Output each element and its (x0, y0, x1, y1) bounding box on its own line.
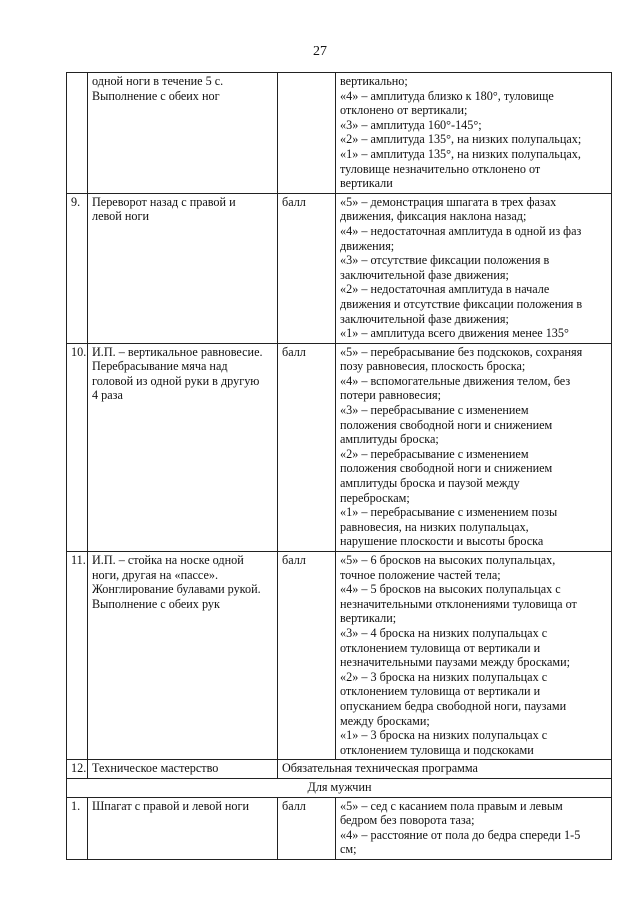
exercise-name-line: Перебрасывание мяча над (92, 359, 228, 374)
criteria-line: «4» – амплитуда близко к 180°, туловище (340, 88, 554, 103)
criteria-line: «5» – 6 бросков на высоких полупальцах, (340, 553, 556, 567)
criteria-line: позу равновесия, плоскость броска; (340, 359, 526, 374)
exercise-name-line: Выполнение с обеих рук (92, 596, 220, 611)
criteria-line: положения свободной ноги и снижением (340, 417, 553, 432)
table-row (67, 760, 612, 779)
criteria-line: между бросками; (340, 713, 430, 728)
row-number (67, 73, 88, 194)
row-number: 10. (67, 343, 88, 551)
exercise-name-line: ноги, другая на «пассе». (92, 567, 219, 582)
exercise-name (88, 343, 278, 551)
criteria-line: переброскам; (340, 490, 410, 505)
criteria-line: заключительной фазе движения; (340, 311, 509, 326)
criteria-line: «5» – сед с касанием пола правым и левым (340, 798, 563, 813)
criteria (336, 193, 612, 343)
criteria-line: отклонением туловища и подскоками (340, 742, 534, 757)
criteria (336, 552, 612, 760)
exercise-name-line: И.П. – стойка на носке одной (92, 553, 244, 567)
criteria-line: «5» – демонстрация шпагата в трех фазах (340, 194, 557, 209)
criteria-line: положения свободной ноги и снижением (340, 461, 553, 476)
row-number: 12. (67, 760, 88, 779)
unit: балл (278, 343, 336, 551)
page-number: 27 (313, 44, 327, 59)
criteria-line: «4» – расстояние от пола до бедра спереди 1-5 (340, 827, 581, 842)
criteria (336, 73, 612, 194)
criteria-line: «4» – вспомогательные движения телом, без (340, 373, 571, 388)
criteria-line: вертикали; (340, 611, 397, 626)
exercise-name (88, 193, 278, 343)
unit: балл (278, 552, 336, 760)
criteria-line: движения, фиксация наклона назад; (340, 209, 527, 224)
criteria-line: «3» – амплитуда 160°-145°; (340, 117, 482, 132)
exercise-name (88, 552, 278, 760)
table-row (67, 193, 612, 343)
row-number: 1. (67, 797, 88, 859)
exercise-name: Техническое мастерство (88, 760, 278, 779)
exercise-name-line: Переворот назад с правой и (92, 194, 236, 209)
section-row (67, 778, 612, 797)
criteria-line: отклонено от вертикали; (340, 103, 468, 118)
criteria-line: «2» – перебрасывание с изменением (340, 446, 529, 461)
section-header: Для мужчин (67, 778, 612, 797)
criteria-line: точное положение частей тела; (340, 567, 501, 582)
exercise-name (88, 73, 278, 194)
exercise-name-line: И.П. – вертикальное равновесие. (92, 344, 263, 359)
exercise-name-line: головой из одной руки в другую (92, 373, 260, 388)
criteria-line: «2» – амплитуда 135°, на низких полупальцах; (340, 132, 582, 147)
criteria-line: «4» – недостаточная амплитуда в одной из фаз (340, 223, 582, 238)
criteria-line: нарушение плоскости и высоты броска (340, 534, 544, 549)
criteria-line: равновесия, на низких полупальцах, (340, 519, 529, 534)
criteria-line: туловище незначительно отклонено от (340, 161, 541, 176)
table-row (67, 797, 612, 859)
exercise-name-line: одной ноги в течение 5 с. (92, 74, 224, 88)
criteria (336, 797, 612, 859)
table-row (67, 73, 612, 194)
program-name: Обязательная техническая программа (278, 760, 612, 779)
row-number: 9. (67, 193, 88, 343)
criteria-line: «5» – перебрасывание без подскоков, сохраняя (340, 344, 583, 359)
unit: балл (278, 797, 336, 859)
criteria-line: незначительными паузами между бросками; (340, 655, 571, 670)
standards-table (66, 72, 612, 860)
criteria-line: отклонением туловища от вертикали и (340, 684, 541, 699)
criteria-line: «1» – амплитуда всего движения менее 135° (340, 326, 569, 341)
criteria-line: «2» – 3 броска на низких полупальцах с (340, 669, 548, 684)
criteria-line: «3» – перебрасывание с изменением (340, 403, 529, 418)
criteria-line: вертикали (340, 176, 393, 191)
unit: балл (278, 193, 336, 343)
exercise-name-line: Жонглирование булавами рукой. (92, 582, 261, 597)
criteria-line: «4» – 5 бросков на высоких полупальцах с (340, 582, 561, 597)
criteria-line: см; (340, 842, 357, 857)
criteria-line: «1» – амплитуда 135°, на низких полупальцах, (340, 146, 581, 161)
criteria-line: амплитуды броска; (340, 432, 439, 447)
criteria-line: «1» – 3 броска на низких полупальцах с (340, 728, 548, 743)
criteria-line: «3» – отсутствие фиксации положения в (340, 253, 550, 268)
exercise-name-line: левой ноги (92, 209, 149, 224)
table-row (67, 343, 612, 551)
criteria-line: отклонением туловища от вертикали и (340, 640, 541, 655)
criteria-line: бедром без поворота таза; (340, 813, 475, 828)
exercise-name-line: Выполнение с обеих ног (92, 88, 220, 103)
criteria-line: опусканием бедра свободной ноги, паузами (340, 698, 567, 713)
criteria-line: амплитуды броска и паузой между (340, 476, 520, 491)
exercise-name: Шпагат с правой и левой ноги (88, 797, 278, 859)
criteria (336, 343, 612, 551)
criteria-line: заключительной фазе движения; (340, 267, 509, 282)
criteria-line: вертикально; (340, 74, 408, 88)
criteria-line: «2» – недостаточная амплитуда в начале (340, 282, 550, 297)
criteria-line: потери равновесия; (340, 388, 442, 403)
criteria-line: движения; (340, 238, 395, 253)
criteria-line: «3» – 4 броска на низких полупальцах с (340, 625, 548, 640)
criteria-line: «1» – перебрасывание с изменением позы (340, 505, 558, 520)
row-number: 11. (67, 552, 88, 760)
table-row (67, 552, 612, 760)
criteria-line: движения и отсутствие фиксации положения в (340, 296, 583, 311)
criteria-line: незначительными отклонениями туловища от (340, 596, 577, 611)
exercise-name-line: 4 раза (92, 388, 123, 403)
unit (278, 73, 336, 194)
